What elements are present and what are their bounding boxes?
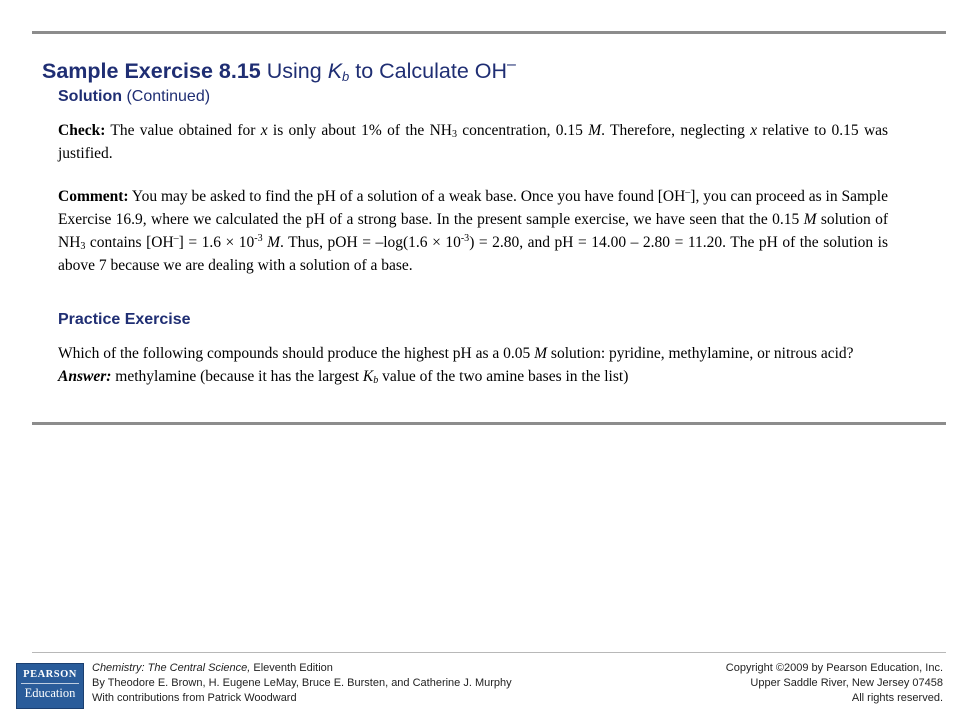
answer-k: K	[362, 368, 374, 385]
comment-label: Comment:	[58, 188, 129, 205]
pearson-logo	[16, 663, 84, 709]
title-k: K	[327, 59, 343, 83]
solution-heading	[58, 88, 210, 106]
practice-heading-label: Practice Exercise	[58, 311, 191, 328]
book-title: Chemistry: The Central Science,	[92, 662, 251, 674]
copyright-line: Copyright ©2009 by Pearson Education, Inc.	[725, 662, 943, 674]
comment-sup: -3	[254, 233, 263, 244]
title-post: to Calculate OH	[355, 59, 508, 83]
check-sub: 3	[451, 129, 457, 140]
footer-copyright	[726, 661, 943, 706]
rights-line: All rights reserved.	[851, 692, 943, 704]
comment-text: ] = 1.6 × 10	[178, 234, 255, 251]
check-text: is only about 1% of the NH	[272, 122, 452, 139]
comment-paragraph	[58, 185, 888, 277]
comment-text: ) = 2.80, and pH = 14.00 – 2.80 = 11.20. The pH of the solution is above 7 because we are dealing with a solution of a base.	[58, 234, 889, 274]
comment-text: . Thus, pOH = –log(1.6 × 10	[280, 234, 461, 251]
footer-rule	[32, 652, 946, 653]
comment-sup: -3	[460, 233, 470, 244]
practice-text: Which of the following compounds should produce the highest pH as a 0.05	[58, 345, 531, 362]
comment-sup: –	[685, 187, 691, 198]
page-title	[42, 56, 516, 84]
practice-text: solution: pyridine, methylamine, or nitrous acid?	[550, 345, 854, 362]
solution-continued: (Continued)	[126, 88, 211, 105]
bottom-rule	[32, 422, 946, 425]
book-edition: Eleventh Edition	[253, 662, 333, 674]
comment-unit: M	[803, 211, 817, 228]
comment-unit: M	[267, 234, 281, 251]
solution-label: Solution	[58, 88, 122, 105]
comment-text: ], you can proceed as in Sample Exercise 16.9, where we calculated the pH of a strong base. In the present sample exercise, we have seen that the 0.15	[58, 188, 888, 228]
practice-unit: M	[534, 345, 548, 362]
comment-text: You may be asked to find the pH of a solution of a weak base. Once you have found [OH	[131, 188, 686, 205]
title-pre: Using	[266, 59, 322, 83]
check-var: x	[750, 122, 758, 139]
title-k-sub: b	[342, 69, 350, 84]
comment-sub: 3	[80, 241, 86, 252]
answer-label: Answer:	[58, 368, 112, 385]
title-superscript: –	[507, 56, 516, 73]
check-unit: M	[588, 122, 602, 139]
title-bold: Sample Exercise 8.15	[42, 59, 261, 83]
logo-top-text: PEARSON	[23, 669, 77, 680]
comment-text: solution of NH	[58, 211, 889, 251]
check-paragraph	[58, 119, 888, 165]
comment-text: contains [OH	[89, 234, 174, 251]
check-text: relative to 0.15 was justified.	[58, 122, 889, 162]
answer-text: value of the two amine bases in the list)	[382, 368, 629, 385]
location-line: Upper Saddle River, New Jersey 07458	[750, 677, 943, 689]
check-var: x	[260, 122, 268, 139]
check-text: The value obtained for	[110, 122, 256, 139]
logo-bottom-text: Education	[24, 686, 76, 700]
check-text: . Therefore, neglecting	[601, 122, 745, 139]
answer-text: methylamine (because it has the largest	[115, 368, 360, 385]
practice-heading	[58, 311, 191, 329]
top-rule	[32, 31, 946, 34]
book-authors: By Theodore E. Brown, H. Eugene LeMay, Bruce E. Bursten, and Catherine J. Murphy	[92, 677, 512, 689]
book-contributions: With contributions from Patrick Woodward	[92, 692, 297, 704]
answer-k-sub: b	[373, 375, 379, 386]
logo-divider	[21, 683, 79, 684]
check-text: concentration, 0.15	[462, 122, 583, 139]
footer-credits	[92, 661, 512, 706]
check-label: Check:	[58, 122, 106, 139]
comment-sup: –	[173, 233, 179, 244]
practice-paragraph	[58, 342, 888, 388]
